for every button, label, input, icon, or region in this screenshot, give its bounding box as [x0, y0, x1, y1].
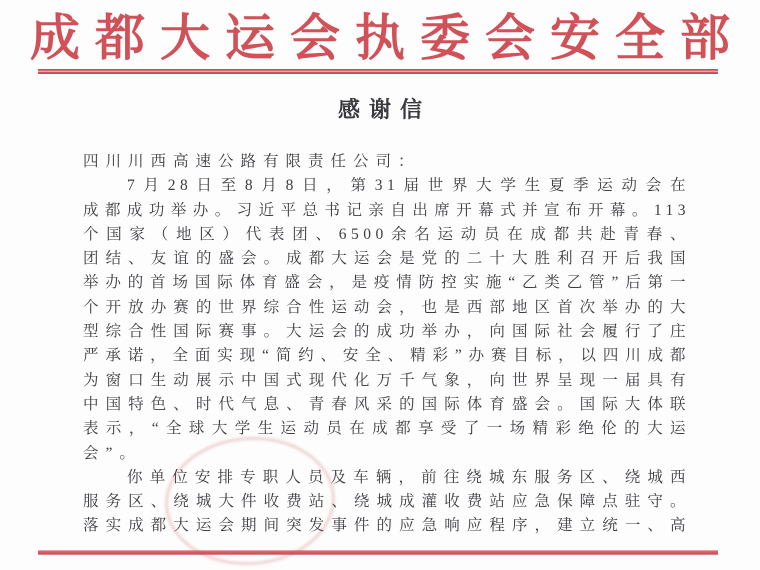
body-line: 严承诺，全面实现“简约、安全、精彩”办赛目标，以四川成都: [83, 347, 690, 365]
body-line: 型综合性国际赛事。大运会的成功举办，向国际社会履行了庄: [83, 323, 690, 341]
footer-rule: [38, 550, 718, 555]
masthead-rule: [38, 69, 718, 74]
body-line: 团结、友谊的盛会。成都大运会是党的二十大胜利召开后我国: [83, 250, 690, 268]
letter-body: [83, 150, 690, 539]
body-line: 为窗口生动展示中国式现代化万千气象，向世界呈现一届具有: [83, 371, 690, 389]
body-line: 中国特色、时代气息、青春风采的国际体育盛会。国际大体联: [83, 395, 690, 413]
body-line: 会”。: [83, 444, 142, 462]
letter-title: 感谢信: [337, 97, 431, 122]
body-line: 四川川西高速公路有限责任公司：: [83, 153, 421, 170]
body-line: 个国家（地区）代表团、6500余名运动员在成都共赴青春、: [83, 225, 690, 243]
body-line: 成都成功举办。习近平总书记亲自出席开幕式并宣布开幕。113: [83, 201, 690, 219]
masthead-title: 成都大运会执委会安全部: [30, 10, 745, 66]
body-line: 个开放办赛的世界综合性运动会，也是西部地区首次举办的大: [83, 298, 690, 316]
body-line: 你单位安排专职人员及车辆，前往绕城东服务区、绕城西: [127, 468, 690, 486]
body-line: 落实成都大运会期间突发事件的应急响应程序，建立统一、高: [83, 517, 690, 535]
body-line: 举办的首场国际体育盛会，是疫情防控实施“乙类乙管”后第一: [83, 274, 690, 292]
body-line: 服务区、绕城大件收费站、绕城成灌收费站应急保障点驻守。: [83, 493, 690, 511]
body-line: 7月28日至8月8日，第31届世界大学生夏季运动会在: [127, 177, 690, 195]
body-line: 表示，“全球大学生运动员在成都享受了一场精彩绝伦的大运: [83, 420, 690, 438]
